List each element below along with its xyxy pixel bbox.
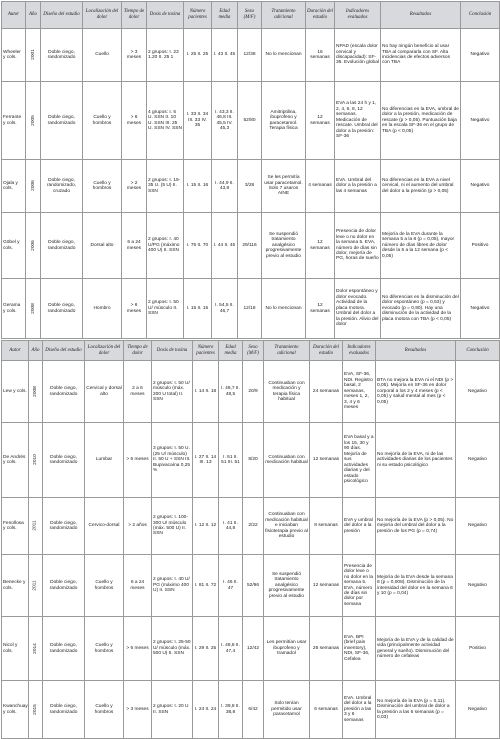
age-cell: I. 39,8 II. 38,8: [219, 681, 243, 739]
patients-cell: I. 29 II. 25: [193, 617, 219, 681]
year-text: 2006: [30, 239, 36, 251]
results-cell: No mejoría de la EVA (p > 0,05). No mejoría del umbral del dolor a la presión de los PG (p = 0,74): [376, 498, 456, 555]
table-row: [2, 82, 500, 160]
sex-cell: 2/22: [243, 498, 264, 555]
indicators-cell: EVA, BPI (brief pain inventory), NDI, SF-36, Cefalea: [343, 617, 376, 681]
dose-cell: 2 grupos: I. 50 U/ músculo II. SSN: [147, 279, 184, 339]
author-cell: Wheeler y cols.: [2, 29, 26, 82]
duration-cell: 12 semanas: [306, 213, 335, 279]
location-cell: Cervico-dorsal: [85, 498, 124, 555]
column-header: Tiempo de dolor: [122, 2, 147, 29]
results-cell: No diferencias en la disminución del dolor espontáneo (p = 0,53) y evocado (p = 0,90). Hay una disminución de la actividad de la placa motora con TBA (p < 0,05): [381, 279, 461, 339]
time-cell: > 3 meses: [122, 29, 147, 82]
column-header: Diseño del estudio: [43, 341, 85, 361]
duration-cell: 12 semanas: [310, 555, 343, 617]
dose-cell: 3 grupos: I. 50 U. (25 U/ músculo) II. 50 U + SSN III. Bupivacaína 0,25 %: [152, 423, 193, 498]
year-cell: [29, 498, 43, 555]
conclusion-cell: Negativo: [461, 279, 500, 339]
location-cell: Cuello y hombros: [83, 82, 122, 160]
year-text: 2008: [32, 385, 38, 397]
column-header: Tratamiento adicional: [262, 2, 306, 29]
table-row: [2, 279, 500, 339]
column-header: Conclusión: [456, 341, 500, 361]
design-cell: Doble ciego, randomizado: [43, 423, 85, 498]
patients-cell: I. 27 II. 14 III. 13: [193, 423, 219, 498]
year-text: 2015: [32, 703, 38, 715]
age-cell: I. 43,3 II. 46,8 III. 45,5 IV. 45,3: [212, 82, 238, 160]
indicators-cell: EVA. Umbral del dolor a la presión a las 4 semanas: [335, 160, 381, 213]
location-cell: Cuello y hombros: [85, 681, 124, 739]
time-cell: > 6 meses: [124, 423, 152, 498]
time-cell: > 6 meses: [124, 617, 152, 681]
patients-cell: I. 75 II. 70: [184, 213, 212, 279]
year-text: 2001: [30, 49, 36, 61]
column-header: Autor: [2, 2, 26, 29]
author-cell: Ojala y cols.: [2, 160, 26, 213]
column-header: Número pacientes: [193, 341, 219, 361]
table-row: [2, 681, 500, 739]
year-text: 2005: [30, 114, 36, 126]
year-cell: [29, 681, 43, 739]
conclusion-cell: Negativo: [456, 681, 500, 739]
year-text: 2014: [32, 642, 38, 654]
location-cell: Cervical y dorsal alto: [85, 361, 124, 423]
column-header: Año: [29, 341, 43, 361]
results-cell: No diferencias en la EVA, umbral de dolor a la presión, medicación de rescate (p > 0,05). Puntuación baja en la escala SF-36 en el grupo de TBA (p < 0,05): [381, 82, 461, 160]
year-cell: [26, 82, 41, 160]
patients-cell: I. 33 II. 34 III. 33 IV. 35: [184, 82, 212, 160]
indicators-cell: Presencia de dolor leve o no dolor en la semana 5. EVA, número de días sin dolor, mejoría de PG, horas de sueño: [335, 213, 381, 279]
header-row: [2, 2, 500, 29]
sex-cell: 8/20: [243, 423, 264, 498]
time-cell: > 2 años: [124, 498, 152, 555]
column-header: Diseño del estudio: [41, 2, 83, 29]
treatment-cell: Continuaban con medicación habitual: [264, 423, 310, 498]
design-cell: Doble ciego, randomizado: [43, 617, 85, 681]
indicators-cell: Dolor espontáneo y dolor evocado. Actividad de la placa motora. Umbral del dolor a la presión. Alivio del dolor: [335, 279, 381, 339]
treatment-cell: Les permitían usar ibuprofeno y tramadol: [264, 617, 310, 681]
column-header: Edad media: [212, 2, 238, 29]
location-cell: Cuello y hombros: [85, 555, 124, 617]
sex-cell: 52/80: [238, 82, 262, 160]
author-cell: Ferrante y cols.: [2, 82, 26, 160]
location-cell: Dorsal alto: [83, 213, 122, 279]
table-row: [2, 361, 500, 423]
age-cell: I. 51 II. 51 III. 51: [219, 423, 243, 498]
age-cell: I. 48,7 II. 48,5: [219, 361, 243, 423]
results-cell: No diferencias en la EVA a nivel cervical, ni el aumento del umbral del dolor a la presión (p > 0,05): [381, 160, 461, 213]
age-cell: I. 41 II. 44,8: [219, 498, 243, 555]
year-cell: [29, 555, 43, 617]
age-cell: I. 43 II. 45: [212, 29, 238, 82]
duration-cell: 8 semanas: [310, 498, 343, 555]
conclusion-cell: Positivo: [456, 617, 500, 681]
table-row: [2, 160, 500, 213]
table-row: [2, 617, 500, 681]
author-cell: Kwanchuay y cols.: [2, 681, 29, 739]
year-text: 2008: [30, 302, 36, 314]
time-cell: > 6 meses: [122, 82, 147, 160]
column-header: Autor: [2, 341, 29, 361]
indicators-cell: EVA a las 24 h y 1, 2, 4, 6, 8, 12 semanas. Medicación de rescate. Umbral del dolor a la presión: SF-36: [335, 82, 381, 160]
sex-cell: 12/18: [238, 279, 262, 339]
treatment-cell: Solo tenían permitido usar paracetamol: [264, 681, 310, 739]
patients-cell: I. 25 II. 25: [184, 29, 212, 82]
year-text: 2006: [30, 180, 36, 192]
duration-cell: 26 semanas: [310, 617, 343, 681]
time-cell: 6 a 24 meses: [124, 555, 152, 617]
sex-cell: 3/28: [238, 160, 262, 213]
table-row: [2, 498, 500, 555]
patients-cell: I. 15 II. 16: [184, 160, 212, 213]
year-text: 2011: [32, 520, 38, 531]
design-cell: Doble ciego, randomizado: [41, 82, 83, 160]
time-cell: > 2 meses: [122, 160, 147, 213]
treatment-cell: Se suspendió tratamiento analgésico progresivamente previo al estudio: [264, 555, 310, 617]
treatment-cell: Se les permitía usar paracetamol. Solo 7 usaron AINE: [262, 160, 306, 213]
location-cell: Hombro: [83, 279, 122, 339]
location-cell: Cuello y hombros: [85, 617, 124, 681]
author-cell: Göbel y cols.: [2, 213, 26, 279]
sex-cell: 52/96: [243, 555, 264, 617]
design-cell: Doble ciego, randomizado: [43, 681, 85, 739]
design-cell: Doble ciego, randomizado: [43, 361, 85, 423]
column-header: Localización del dolor: [83, 2, 122, 29]
dose-cell: 2 grupos: I. 100-300 U/ músculo (máx. 500 U) II. SSN: [152, 498, 193, 555]
dose-cell: 2 grupos: I. 23 1.20 II. 25 1: [147, 29, 184, 82]
column-header: Localización del dolor: [85, 341, 124, 361]
time-cell: > 6 meses: [122, 279, 147, 339]
dose-cell: 2 grupos: I. 40 U/ PG (máximo 400 U) II. SSN: [152, 555, 193, 617]
patients-cell: I. 24 II. 24: [193, 681, 219, 739]
results-cell: BTA no mejora la EVA ni el NDI (p > 0,05). Mejoría en SF-36 en dolor corporal a los 2 y 4 meses (p < 0,05) y salud mental al mes (p < 0,05): [376, 361, 456, 423]
age-cell: I. 46 II. 47: [219, 555, 243, 617]
treatment-cell: Continuaban con medicación habitual e iniciaban fisioterapia previo al estudio: [264, 498, 310, 555]
treatment-cell: Continuaban con medicación y terapia física habitual: [264, 361, 310, 423]
dose-cell: 4 grupos: I. 6 U. SSN II. 10 U. SSN III. 25 U. SSN IV. SSN: [147, 82, 184, 160]
conclusion-cell: Negativo: [456, 555, 500, 617]
column-header: Sexo (M/F): [238, 2, 262, 29]
year-cell: [29, 361, 43, 423]
time-cell: > 3 meses: [124, 681, 152, 739]
year-cell: [26, 279, 41, 339]
column-header: Edad media: [219, 341, 243, 361]
column-header: Sexo (M/F): [243, 341, 264, 361]
table-row: [2, 555, 500, 617]
indicators-cell: EVA basal y a los 15, 30 y 90 días. Mejoría de sus actividades diarias y del estado psicológico: [343, 423, 376, 498]
year-cell: [26, 160, 41, 213]
location-cell: Lumbar: [85, 423, 124, 498]
dose-cell: 2 grupos: I. 50 U/ músculo (máx. 200 U total) II. SSN: [152, 361, 193, 423]
time-cell: 6 a 24 meses: [122, 213, 147, 279]
dose-cell: 2 grupos: I. 20 U II. SSN: [152, 681, 193, 739]
age-cell: I. 44 II. 45: [212, 213, 238, 279]
conclusion-cell: Negativo: [456, 498, 500, 555]
author-cell: Gerama y cols.: [2, 279, 26, 339]
sex-cell: 20/9: [243, 361, 264, 423]
age-cell: I. 54,5 II. 46,7: [212, 279, 238, 339]
design-cell: Doble ciego, randomizado: [41, 29, 83, 82]
conclusion-cell: Positivo: [461, 213, 500, 279]
column-header: Dosis de toxina: [147, 2, 184, 29]
indicators-cell: EVA y umbral del dolor a la presión: [343, 498, 376, 555]
table-row: [2, 213, 500, 279]
results-cell: No hay ningún beneficio al usar TBA al compararla con SF. Alta incidencias de efectos adversos con TBA: [381, 29, 461, 82]
studies-table-bottom: [1, 340, 500, 739]
indicators-cell: NPAD (escala dolor cervical y discapacidad): SF-36. Evolución global: [335, 29, 381, 82]
results-cell: No mejoría de la EVA, ni de las actividades diarias de los pacientes ni su estado psicológico: [376, 423, 456, 498]
age-cell: I. 44,9 II. 43,8: [212, 160, 238, 213]
indicators-cell: EVA. Umbral del dolor a la presión a las 3 y 6 semanas: [343, 681, 376, 739]
design-cell: Doble ciego, randomizado: [43, 555, 85, 617]
column-header: Tiempo de dolor: [124, 341, 152, 361]
column-header: Año: [26, 2, 41, 29]
author-cell: Fenollosa y cols.: [2, 498, 29, 555]
column-header: Indicadores evaluados: [335, 2, 381, 29]
design-cell: Doble ciego, randomizado: [43, 498, 85, 555]
duration-cell: 24 semanas: [310, 361, 343, 423]
location-cell: Cuello: [83, 29, 122, 82]
duration-cell: 12 semanas: [306, 279, 335, 339]
results-cell: No mejoría de la EVA (p = 0,11). Disminución del umbral de dolor a la presión a las 6 semanas (p = 0,03): [376, 681, 456, 739]
treatment-cell: No lo mencionan: [262, 29, 306, 82]
location-cell: Cuello y hombros: [83, 160, 122, 213]
patients-cell: I. 12 II. 12: [193, 498, 219, 555]
column-header: Conclusión: [461, 2, 500, 29]
design-cell: Doble ciego, randomizado, cruzado: [41, 160, 83, 213]
conclusion-cell: Negativo: [456, 361, 500, 423]
duration-cell: 12 semanas: [310, 423, 343, 498]
design-cell: Doble ciego, randomizado: [41, 213, 83, 279]
column-header: Resultados: [381, 2, 461, 29]
sex-cell: 29/116: [238, 213, 262, 279]
header-row: [2, 341, 500, 361]
dose-cell: 2 grupos: I. 15-35 U. (5 U) II. SSN: [147, 160, 184, 213]
results-cell: Mejoría de la EVA y de la calidad de vida (principalmente actividad general y sueño). Disminución del número de cefaleas: [376, 617, 456, 681]
treatment-cell: Amitriptilina, ibuprofeno y paracetamol. Terapia física: [262, 82, 306, 160]
year-cell: [26, 213, 41, 279]
author-cell: Benecke y cols.: [2, 555, 29, 617]
sex-cell: 12/38: [238, 29, 262, 82]
year-cell: [26, 29, 41, 82]
dose-cell: 2 grupos: I. 25-50 U/ músculo (máx. 500 U) II. SSN: [152, 617, 193, 681]
column-header: Duración del estudio: [306, 2, 335, 29]
conclusion-cell: Negativo: [461, 82, 500, 160]
indicators-cell: Presencia de dolor leve o no dolor en la semana 5. EVA, número de días sin dolor por semana: [343, 555, 376, 617]
time-cell: 2 a 6 meses: [124, 361, 152, 423]
design-cell: Doble ciego, randomizado: [41, 279, 83, 339]
column-header: Duración del estudio: [310, 341, 343, 361]
year-cell: [29, 423, 43, 498]
year-text: 2011: [32, 580, 38, 591]
duration-cell: 12 semanas: [306, 82, 335, 160]
author-cell: De Andrés y cols.: [2, 423, 29, 498]
year-cell: [29, 617, 43, 681]
conclusion-cell: Negativo: [461, 29, 500, 82]
treatment-cell: Se suspendió tratamiento analgésico progresivamente previo al estudio: [262, 213, 306, 279]
conclusion-cell: Negativo: [461, 160, 500, 213]
sex-cell: 12/42: [243, 617, 264, 681]
patients-cell: I. 15 II. 15: [184, 279, 212, 339]
column-header: Número pacientes: [184, 2, 212, 29]
sex-cell: 6/42: [243, 681, 264, 739]
results-cell: Mejoría de la EVA durante la semana 5 a la 8 (p = 0,05), mayor número de días libres de dolor desde la 5 a la 12 semana (p < 0,05): [381, 213, 461, 279]
column-header: Resultados: [376, 341, 456, 361]
duration-cell: 4 semanas: [306, 160, 335, 213]
duration-cell: 16 semanas: [306, 29, 335, 82]
results-cell: Mejoría de la EVA desde la semana 8 (p = 0,008). Disminución de la intensidad del dolor en la semana 6 y 10 (p = 0,04): [376, 555, 456, 617]
table-row: [2, 423, 500, 498]
indicators-cell: EVA, SF-36, NDI. Registro basal, 2 semanas, meses 1, 2, 3, 4 y 6 meses: [343, 361, 376, 423]
column-header: Tratamiento adicional: [264, 341, 310, 361]
column-header: Indicadores evaluados: [343, 341, 376, 361]
treatment-cell: No lo mencionan: [262, 279, 306, 339]
table-row: [2, 29, 500, 82]
patients-cell: I. 81 II. 72: [193, 555, 219, 617]
author-cell: Lew y cols.: [2, 361, 29, 423]
conclusion-cell: Negativo: [456, 423, 500, 498]
dose-cell: 2 grupos: I. 40 U/PG (máximo 400 U) II. SSN: [147, 213, 184, 279]
column-header: Dosis de toxina: [152, 341, 193, 361]
year-text: 2010: [32, 454, 38, 466]
duration-cell: 6 semanas: [310, 681, 343, 739]
studies-table-top: [1, 1, 500, 339]
age-cell: I. 48,8 II. 47,4: [219, 617, 243, 681]
author-cell: Nicol y cols.: [2, 617, 29, 681]
patients-cell: I. 14 II. 18: [193, 361, 219, 423]
